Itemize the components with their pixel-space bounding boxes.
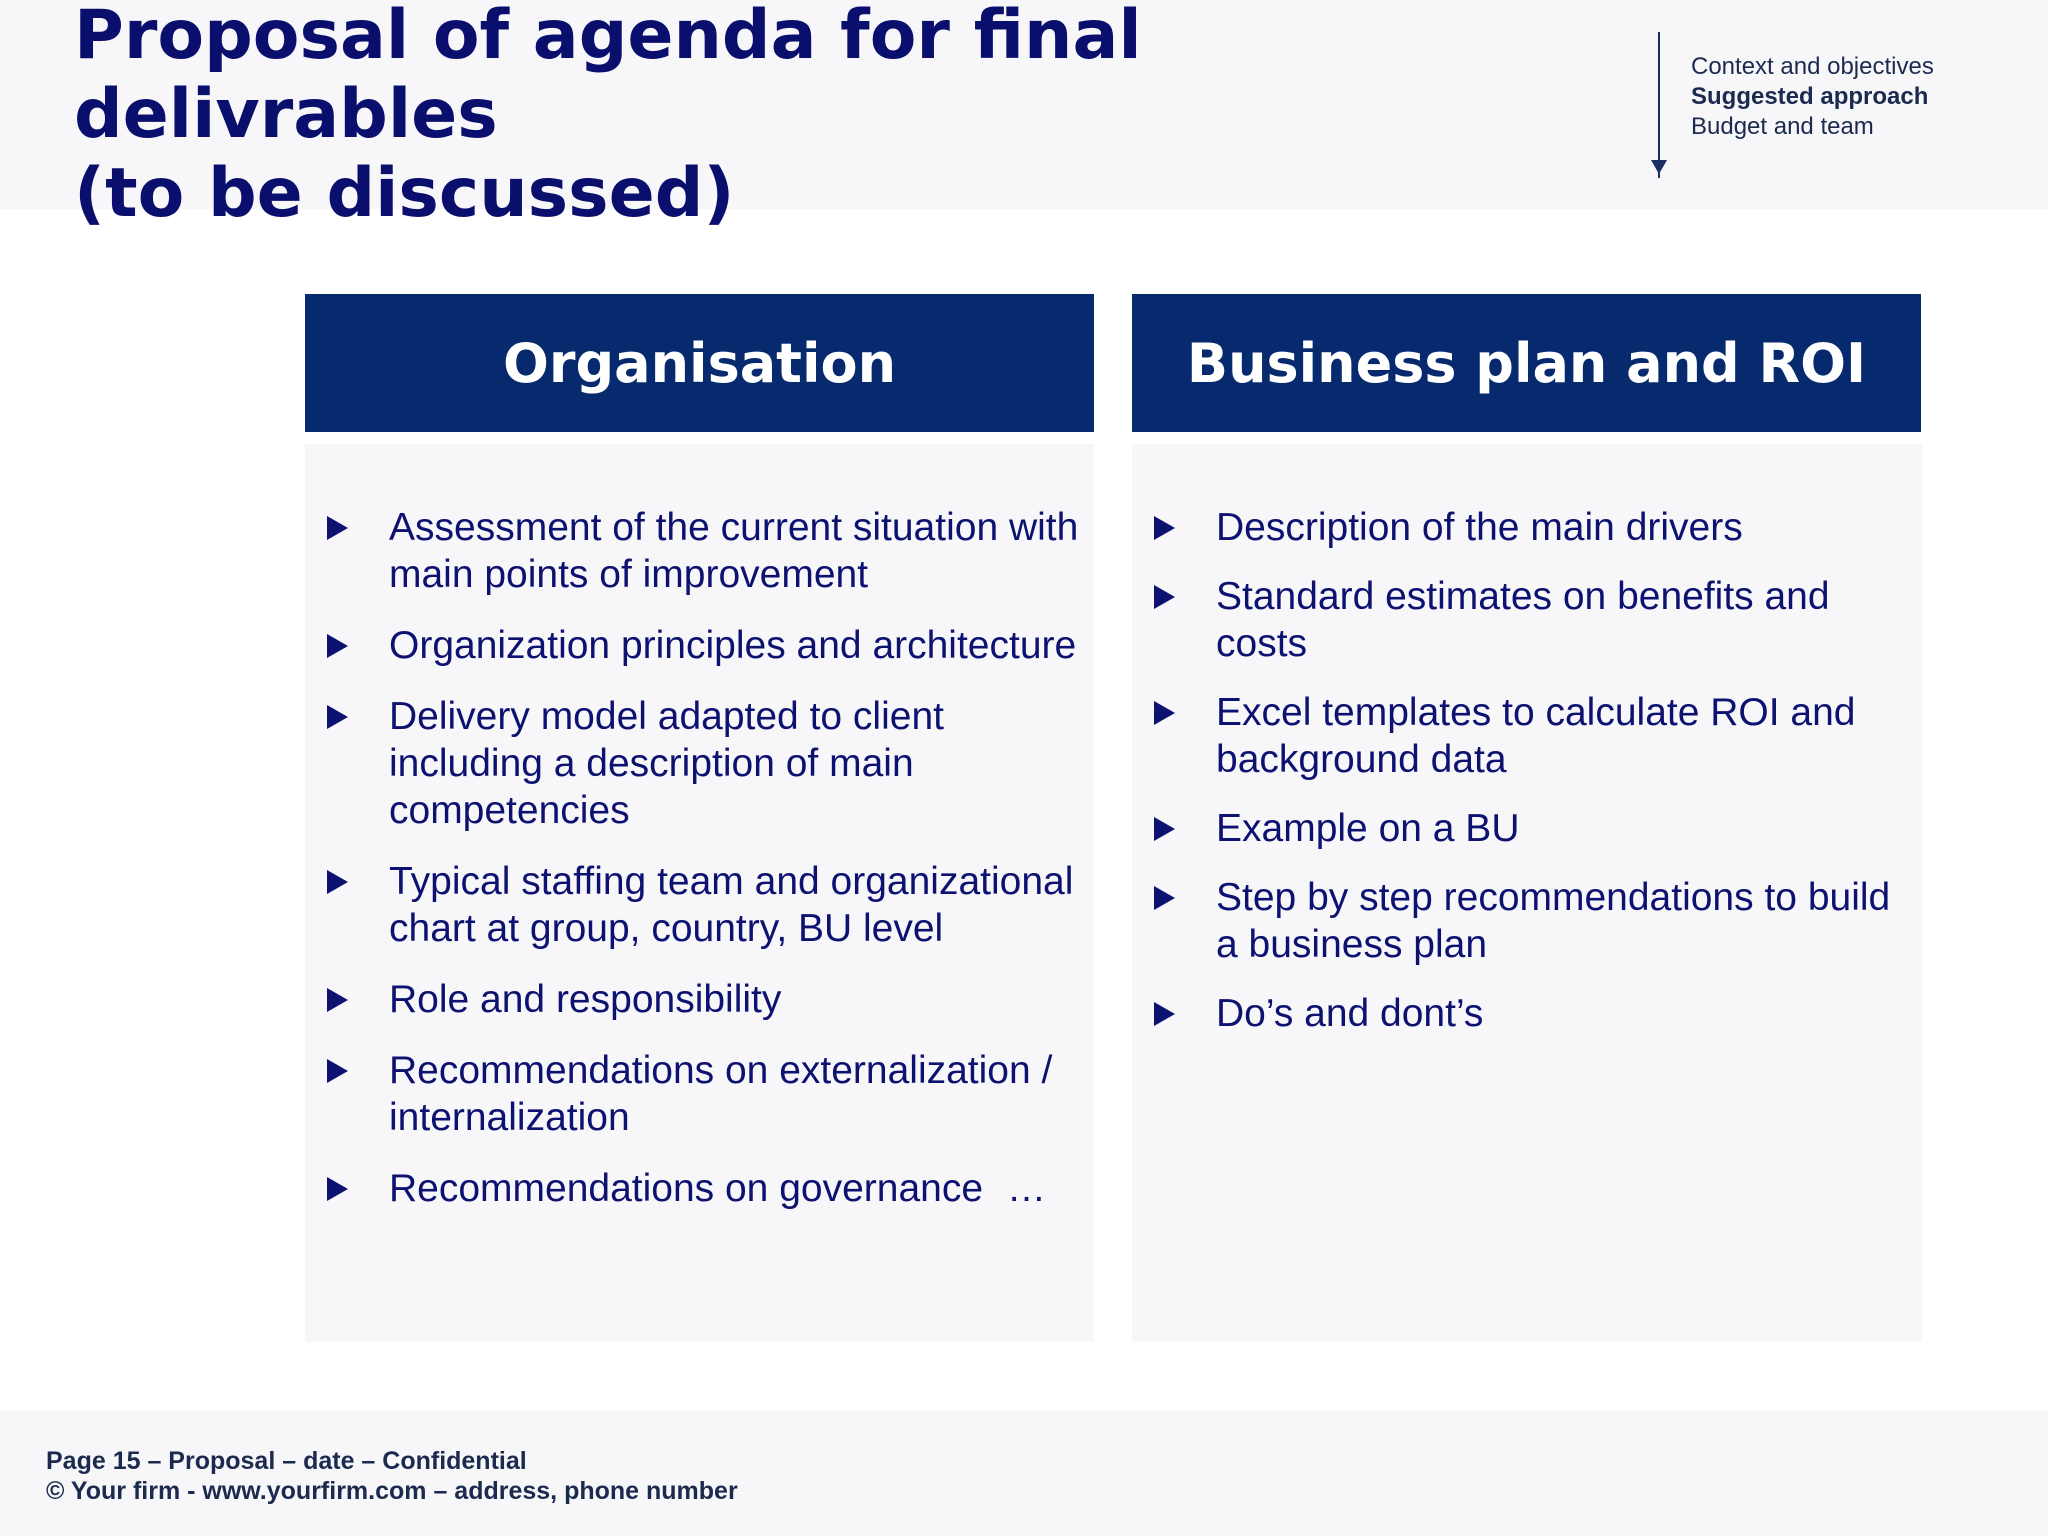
bullet-text-main: Recommendations on governance (389, 1167, 984, 1210)
title-line-2: delivrables (74, 75, 498, 154)
triangle-bullet-icon (1154, 886, 1175, 910)
list-item (1216, 805, 1896, 852)
section-context-objectives: Context and objectives (1691, 53, 1934, 80)
list-item (389, 693, 1089, 834)
bullet-text: Excel templates to calculate ROI and background data (1216, 691, 1856, 781)
footer-page-info: Page 15 – Proposal – date – Confidential (46, 1447, 527, 1475)
section-suggested-approach: Suggested approach (1691, 83, 1929, 110)
triangle-bullet-icon (1154, 817, 1175, 841)
list-item (1216, 874, 1896, 968)
title-line-3: (to be discussed) (74, 154, 735, 233)
ellipsis: … (1007, 1167, 1047, 1210)
bullet-text: Example on a BU (1216, 807, 1520, 850)
list-item (1216, 504, 1896, 551)
triangle-bullet-icon (1154, 1002, 1175, 1026)
triangle-bullet-icon (1154, 516, 1175, 540)
triangle-bullet-icon (327, 1059, 348, 1083)
list-item (389, 622, 1089, 669)
business-plan-bullet-list (1216, 504, 1896, 1059)
business-plan-header: Business plan and ROI (1132, 294, 1921, 432)
list-item (389, 504, 1089, 598)
triangle-bullet-icon (327, 870, 348, 894)
list-item (389, 858, 1089, 952)
triangle-bullet-icon (327, 516, 348, 540)
section-list (1691, 52, 1934, 142)
triangle-bullet-icon (327, 705, 348, 729)
triangle-bullet-icon (1154, 701, 1175, 725)
arrow-down-icon (1651, 160, 1667, 174)
bullet-text: Standard estimates on benefits and costs (1216, 575, 1830, 665)
triangle-bullet-icon (327, 988, 348, 1012)
triangle-bullet-icon (1154, 585, 1175, 609)
bullet-text (389, 1165, 1089, 1212)
list-item (1216, 689, 1896, 783)
bullet-text: Recommendations on externalization / internalization (389, 1049, 1053, 1139)
triangle-bullet-icon (327, 1177, 348, 1201)
bullet-text: Do’s and dont’s (1216, 992, 1484, 1035)
bullet-text: Description of the main drivers (1216, 506, 1743, 549)
organisation-header: Organisation (305, 294, 1094, 432)
bullet-text: Delivery model adapted to client including a description of main competencies (389, 695, 944, 832)
progress-line (1658, 32, 1660, 178)
bullet-text: Role and responsibility (389, 978, 782, 1021)
list-item (389, 1047, 1089, 1141)
triangle-bullet-icon (327, 634, 348, 658)
footer-firm-info: © Your firm - www.yourfirm.com – address, phone number (46, 1477, 738, 1505)
title-line-1: Proposal of agenda for final (74, 0, 1142, 75)
bullet-text: Organization principles and architecture (389, 624, 1077, 667)
bullet-text: Assessment of the current situation with main points of improvement (389, 506, 1079, 596)
organisation-bullet-list (389, 504, 1089, 1236)
page-title (74, 0, 1374, 233)
bullet-text: Step by step recommendations to build a business plan (1216, 876, 1891, 966)
section-navigator (1656, 30, 1996, 180)
list-item (1216, 990, 1896, 1037)
list-item (1216, 573, 1896, 667)
footer (46, 1446, 738, 1506)
list-item (389, 1165, 1089, 1212)
list-item (389, 976, 1089, 1023)
bullet-text: Typical staffing team and organizational chart at group, country, BU level (389, 860, 1074, 950)
section-budget-team: Budget and team (1691, 113, 1874, 140)
